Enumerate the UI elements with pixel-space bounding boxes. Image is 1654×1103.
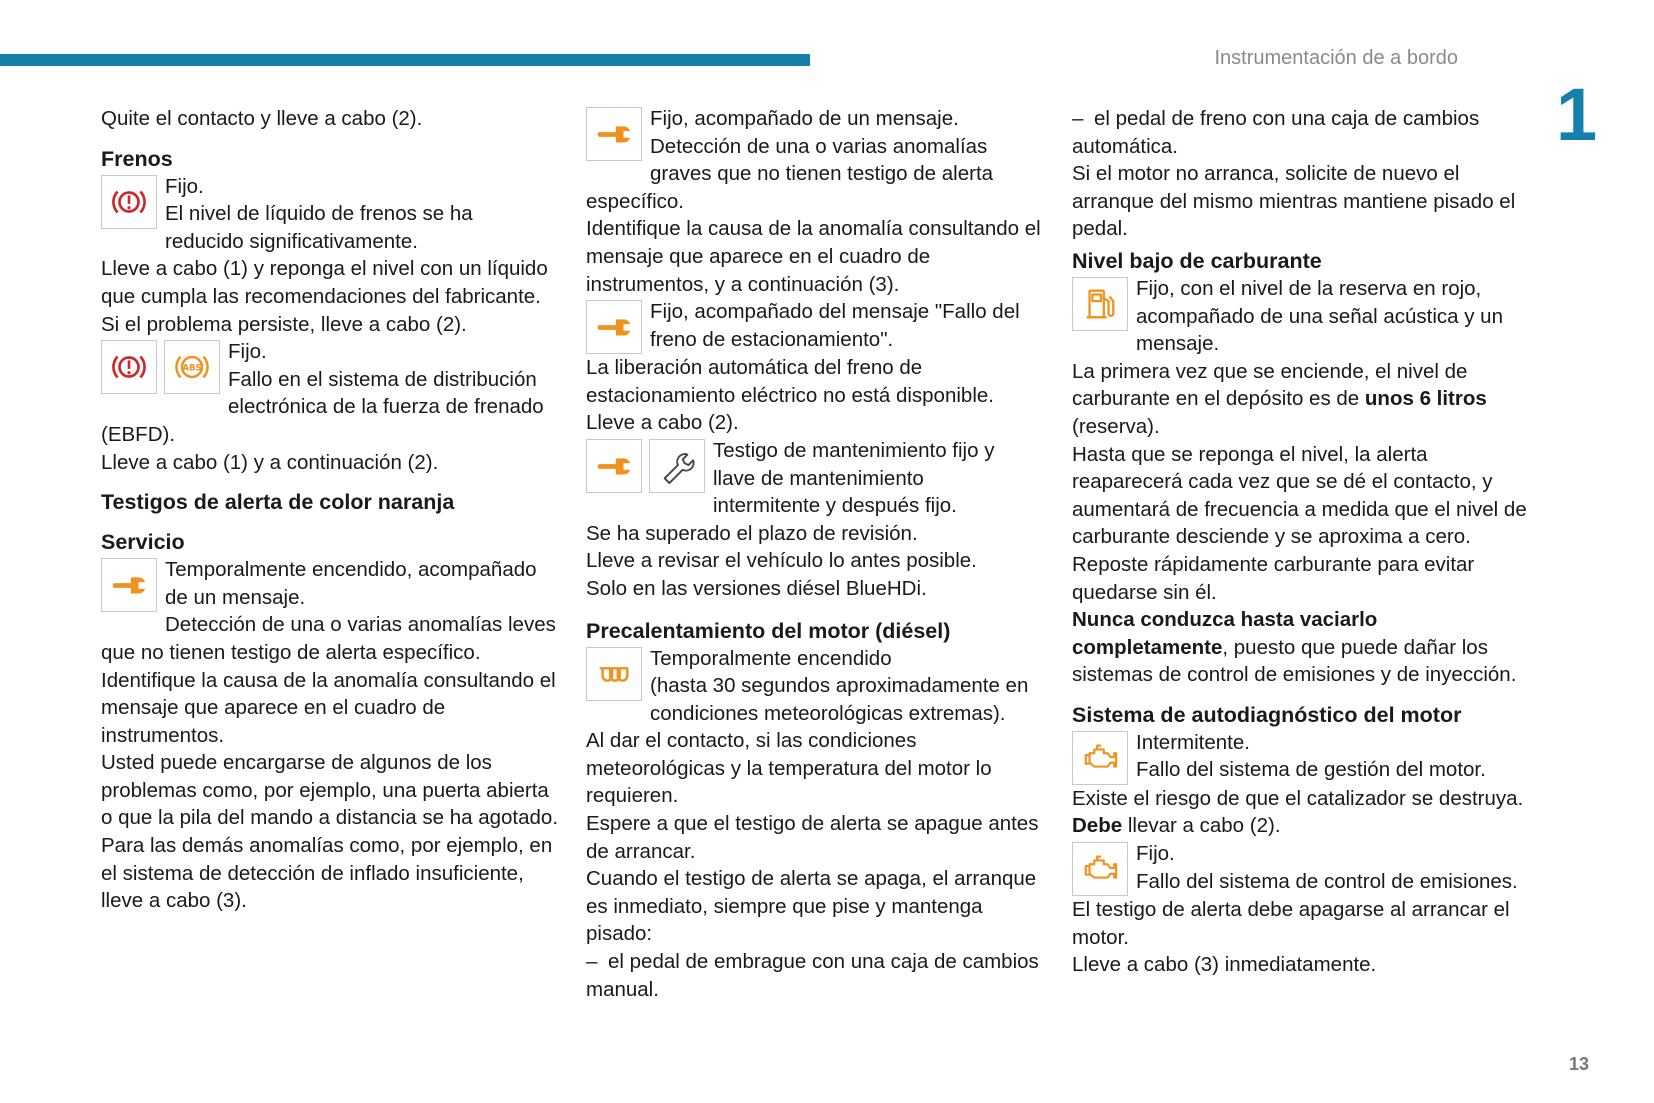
engine-check-icon [1072, 842, 1128, 896]
warning-entry: Intermitente. Fallo del sistema de gestión del motor. [1072, 729, 1534, 785]
page-number: 13 [1569, 1054, 1590, 1074]
service-wrench-icon [586, 439, 642, 493]
paragraph: Solo en las versiones diésel BlueHDi. [586, 576, 927, 600]
abs-warning-icon [164, 340, 220, 394]
paragraph: La primera vez que se enciende, el nivel de carburante en el depósito es de unos 6 litros (reserva). [1072, 359, 1487, 438]
header-accent-bar [0, 54, 810, 66]
paragraph: Cuando el testigo de alerta se apaga, el arranque es inmediato, siempre que pise y mantenga pisado: [586, 867, 1037, 946]
paragraph: Al dar el contacto, si las condiciones meteorológicas y la temperatura del motor lo requieren. [586, 729, 992, 808]
section-title-naranja: Testigos de alerta de color naranja [101, 490, 455, 515]
paragraph: Identifique la causa de la anomalía consultando el mensaje que aparece en el cuadro de instrumentos. [101, 668, 556, 747]
brake-warning-icon [101, 340, 157, 394]
paragraph: Hasta que se reponga el nivel, la alerta reaparecerá cada vez que se dé el contacto, y aumentará de frecuencia a medida que el nivel de carburante desciende y se aproxima a cero. [1072, 442, 1527, 549]
service-wrench-icon [586, 300, 642, 354]
warning-entry: Fijo, acompañado del mensaje "Fallo del freno de estacionamiento". [586, 298, 1048, 354]
warning-entry: Fijo, acompañado de un mensaje. Detección de una o varias anomalías graves que no tienen testigo de alerta específico. [586, 107, 994, 213]
column-2 [586, 105, 1048, 1003]
paragraph: La liberación automática del freno de estacionamiento eléctrico no está disponible. [586, 356, 994, 407]
paragraph: Nunca conduzca hasta vaciarlo completamente, puesto que puede dañar los sistemas de control de emisiones y de inyección. [1072, 608, 1517, 687]
list-item: – el pedal de freno con una caja de cambios automática. [1072, 107, 1480, 158]
paragraph: Existe el riesgo de que el catalizador se destruya. [1072, 786, 1524, 810]
service-wrench-icon [586, 107, 642, 161]
section-title-frenos: Frenos [101, 146, 173, 171]
column-3 [1072, 105, 1534, 979]
glow-plug-icon [586, 647, 642, 701]
paragraph: Lleve a cabo (3) inmediatamente. [1072, 953, 1377, 977]
paragraph: Espere a que el testigo de alerta se apague antes de arrancar. [586, 812, 1039, 863]
paragraph: Se ha superado el plazo de revisión. [586, 521, 918, 545]
paragraph: Lleve a cabo (1) y reponga el nivel con un líquido que cumpla las recomendaciones del fabricante. Si el problema persiste, lleve a cabo (2). [101, 257, 548, 336]
section-title-carburante: Nivel bajo de carburante [1072, 248, 1322, 273]
maintenance-spanner-icon [649, 439, 705, 493]
service-wrench-icon [101, 558, 157, 612]
section-title-servicio: Servicio [101, 530, 185, 555]
brake-warning-icon [101, 175, 157, 229]
warning-entry: Fijo. El nivel de líquido de frenos se ha reducido significativamente. [101, 173, 563, 256]
paragraph: Si el motor no arranca, solicite de nuevo el arranque del mismo mientras mantiene pisado el pedal. [1072, 162, 1516, 241]
svg-text:ABS: ABS [182, 363, 202, 374]
section-title-autodiagnostico: Sistema de autodiagnóstico del motor [1072, 702, 1462, 727]
paragraph: El testigo de alerta debe apagarse al arrancar el motor. [1072, 898, 1510, 949]
paragraph: Identifique la causa de la anomalía consultando el mensaje que aparece en el cuadro de instrumentos, y a continuación (3). [586, 217, 1041, 296]
warning-entry: Temporalmente encendido, acompañado de un mensaje. Detección de una o varias anomalías leves que no tienen testigo de alerta específico. [101, 558, 556, 664]
warning-entry: Fijo, con el nivel de la reserva en rojo, acompañado de una señal acústica y un mensaje. [1072, 275, 1534, 358]
paragraph: Quite el contacto y lleve a cabo (2). [101, 107, 423, 130]
warning-entry: Testigo de mantenimiento fijo y llave de mantenimiento intermitente y después fijo. [586, 437, 1048, 520]
header-title: Instrumentación de a bordo [1214, 47, 1458, 69]
warning-entry: ABS Fijo. Fallo en el sistema de distribución electrónica de la fuerza de frenado (EBFD). [101, 340, 544, 446]
column-1 [101, 105, 563, 915]
warning-entry: Temporalmente encendido (hasta 30 segundos aproximadamente en condiciones meteorológicas extremas). [586, 645, 1048, 728]
chapter-number: 1 [1556, 73, 1598, 156]
paragraph: Lleve a cabo (1) y a continuación (2). [101, 450, 439, 474]
section-title-precalentamiento: Precalentamiento del motor (diésel) [586, 618, 951, 643]
dash-mark: – [586, 950, 598, 974]
engine-check-icon [1072, 731, 1128, 785]
dash-mark: – [1072, 107, 1084, 130]
list-item: – el pedal de embrague con una caja de cambios manual. [586, 950, 1039, 1001]
warning-entry: Fijo. Fallo del sistema de control de emisiones. [1072, 840, 1534, 896]
paragraph: Para las demás anomalías como, por ejemplo, en el sistema de detección de inflado insuficiente, lleve a cabo (3). [101, 834, 553, 913]
paragraph: Lleve a cabo (2). [586, 411, 739, 435]
paragraph: Reposte rápidamente carburante para evitar quedarse sin él. [1072, 552, 1475, 604]
paragraph: Usted puede encargarse de algunos de los problemas como, por ejemplo, una puerta abierta o que la pila del mando a distancia se ha agotado. [101, 751, 559, 830]
paragraph: Lleve a revisar el vehículo lo antes posible. [586, 549, 977, 573]
paragraph: Debe llevar a cabo (2). [1072, 814, 1281, 838]
fuel-pump-icon [1072, 277, 1128, 331]
